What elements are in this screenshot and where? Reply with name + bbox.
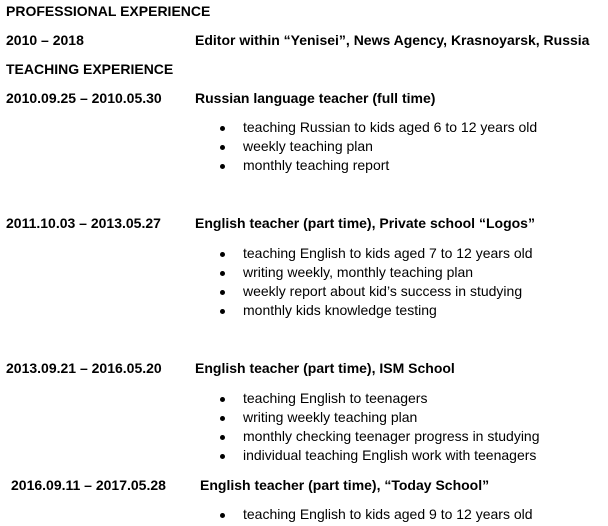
duty-item: individual teaching English work with teenagers xyxy=(220,446,540,465)
job-title: Russian language teacher (full time) xyxy=(195,90,436,106)
duty-item: teaching English to teenagers xyxy=(220,389,540,408)
job-dates: 2010.09.25 – 2010.05.30 xyxy=(6,90,162,106)
duty-item: writing weekly teaching plan xyxy=(220,408,540,427)
duty-item: monthly teaching report xyxy=(220,156,537,175)
duty-item: monthly kids knowledge testing xyxy=(220,301,533,320)
duty-item: weekly teaching plan xyxy=(220,137,537,156)
job-title: English teacher (part time), Private school “Logos” xyxy=(195,215,535,231)
professional-experience-heading: PROFESSIONAL EXPERIENCE xyxy=(6,3,211,19)
duty-item: teaching English to kids aged 7 to 12 years old xyxy=(220,244,533,263)
duty-item: teaching Russian to kids aged 6 to 12 years old xyxy=(220,118,537,137)
job-title: Editor within “Yenisei”, News Agency, Krasnoyarsk, Russia xyxy=(195,32,590,48)
duty-list xyxy=(220,244,533,320)
job-dates: 2010 – 2018 xyxy=(6,32,84,48)
duty-item: monthly checking teenager progress in studying xyxy=(220,427,540,446)
teaching-experience-heading: TEACHING EXPERIENCE xyxy=(6,61,174,77)
job-dates: 2011.10.03 – 2013.05.27 xyxy=(6,215,161,231)
duty-list xyxy=(220,389,540,465)
duty-item: writing weekly, monthly teaching plan xyxy=(220,263,533,282)
duty-item: teaching English to kids aged 9 to 12 years old xyxy=(220,505,533,524)
duty-list xyxy=(220,118,537,175)
duty-list xyxy=(220,505,533,524)
duty-item: weekly report about kid’s success in studying xyxy=(220,282,533,301)
job-dates: 2016.09.11 – 2017.05.28 xyxy=(11,477,166,493)
job-dates: 2013.09.21 – 2016.05.20 xyxy=(6,360,162,376)
job-title: English teacher (part time), ISM School xyxy=(195,360,455,376)
job-title: English teacher (part time), “Today School” xyxy=(200,477,490,493)
